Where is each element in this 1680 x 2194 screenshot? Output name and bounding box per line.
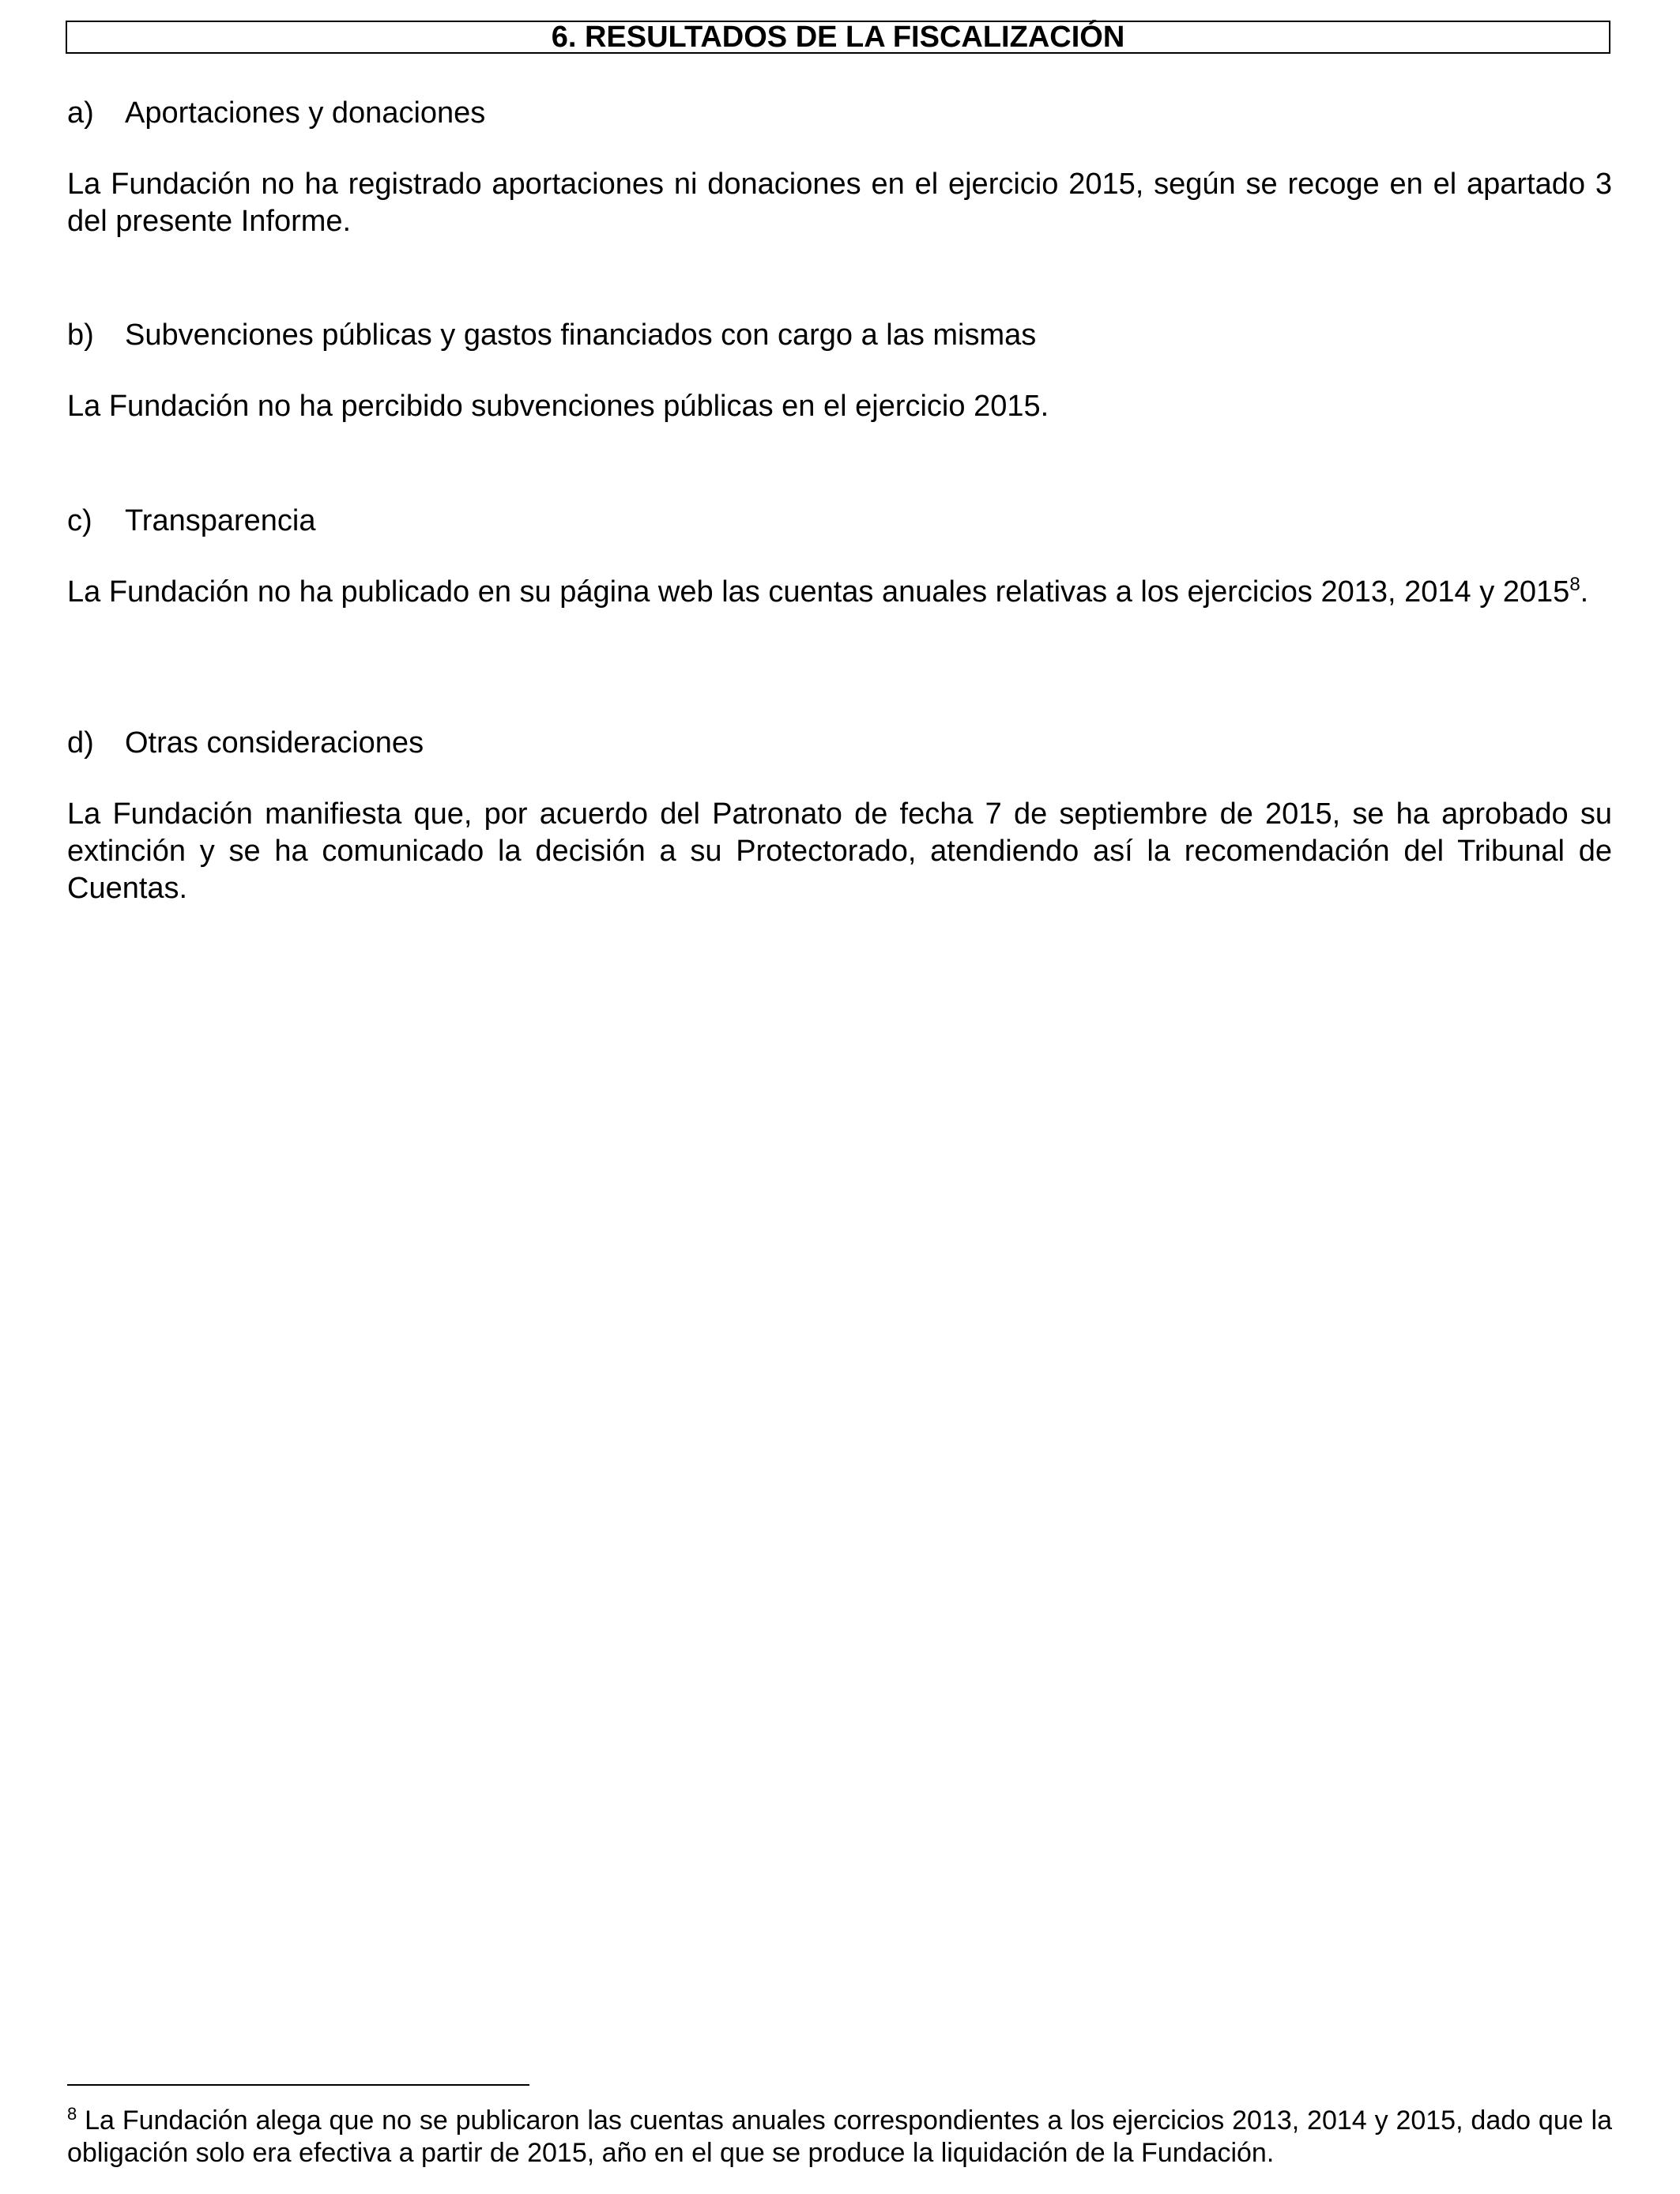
section-aportaciones <box>67 95 1612 240</box>
section-paragraph: La Fundación no ha percibido subvenciones públicas en el ejercicio 2015. <box>67 390 1049 423</box>
section-otras-consideraciones <box>67 725 1612 907</box>
footnote-divider <box>67 2084 529 2086</box>
footnote-number: 8 <box>67 2104 77 2124</box>
section-heading-text: Transparencia <box>125 504 316 537</box>
section-paragraph: La Fundación no ha registrado aportaciones ni donaciones en el ejercicio 2015, según se recoge en el apartado 3 del presente Informe. <box>67 168 1612 238</box>
section-heading <box>67 317 1612 353</box>
footnote-reference[interactable]: 8 <box>1569 574 1580 595</box>
section-heading <box>67 503 1612 539</box>
section-letter: a) <box>67 96 94 130</box>
section-subvenciones <box>67 317 1612 425</box>
section-heading-text: Aportaciones y donaciones <box>125 96 486 130</box>
section-heading <box>67 95 1612 131</box>
page-title: 6. RESULTADOS DE LA FISCALIZACIÓN <box>66 21 1610 54</box>
section-letter: b) <box>67 319 94 352</box>
paragraph-end: . <box>1580 575 1589 609</box>
section-heading-text: Otras consideraciones <box>125 726 424 760</box>
section-heading <box>67 725 1612 761</box>
paragraph-text: La Fundación no ha publicado en su página web las cuentas anuales relativas a los ejercicios 2013, 2014 y 2015 <box>67 575 1570 609</box>
footnote-text: La Fundación alega que no se publicaron las cuentas anuales correspondientes a los ejercicios 2013, 2014 y 2015, dado que la obligación solo era efectiva a partir de 2015, año en el que se produce la liquidación de la Fundación. <box>67 2105 1612 2168</box>
section-paragraph: La Fundación manifiesta que, por acuerdo del Patronato de fecha 7 de septiembre de 2015, se ha aprobado su extinción y se ha comunicado la decisión a su Protectorado, atendiendo así la recomendación del Tribunal de Cuentas. <box>67 797 1612 905</box>
footnote <box>67 2105 1612 2169</box>
section-transparencia <box>67 503 1612 611</box>
section-letter: c) <box>67 504 92 537</box>
section-paragraph <box>67 574 1612 611</box>
section-heading-text: Subvenciones públicas y gastos financiados con cargo a las mismas <box>125 319 1037 352</box>
section-letter: d) <box>67 726 94 760</box>
